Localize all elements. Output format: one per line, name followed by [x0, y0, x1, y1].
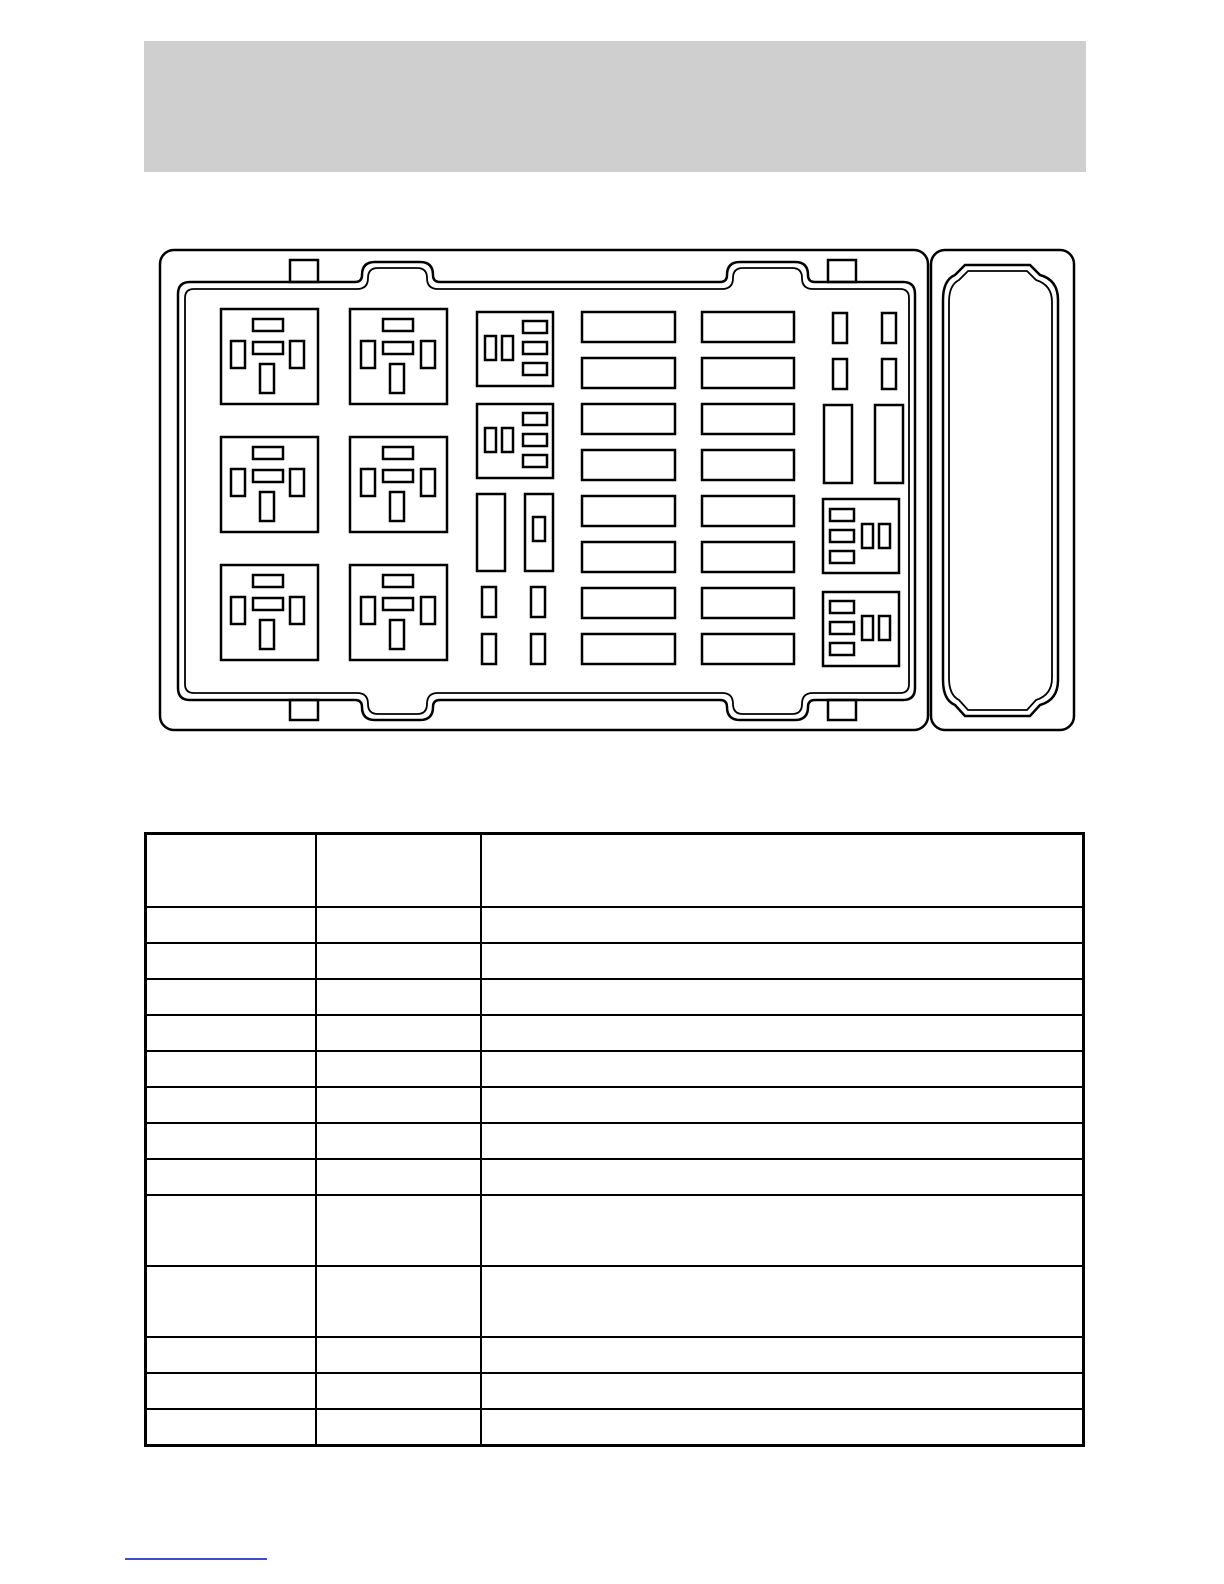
table-cell [481, 1409, 1084, 1446]
table-cell [316, 1337, 481, 1373]
table-cell [146, 1159, 317, 1195]
table-cell [481, 1337, 1084, 1373]
table-cell [481, 1123, 1084, 1159]
mini-fuse [833, 313, 847, 343]
table-cell [146, 1373, 317, 1409]
table-cell [146, 1409, 317, 1446]
relay-5 [221, 565, 318, 660]
table-cell [481, 1195, 1084, 1266]
cartridge-fuse [875, 405, 903, 483]
table-row [146, 1337, 1084, 1373]
table-cell [481, 943, 1084, 979]
table-row [146, 979, 1084, 1015]
mini-fuse [882, 313, 896, 343]
table-cell [316, 1409, 481, 1446]
table-cell [316, 979, 481, 1015]
cartridge-fuse [824, 405, 852, 483]
table-cell [481, 979, 1084, 1015]
relay-1 [221, 309, 318, 404]
table-cell [481, 1266, 1084, 1337]
relay-3 [221, 437, 318, 532]
maxi-fuse-column-right [702, 312, 794, 664]
mini-fuse [531, 587, 545, 617]
footer-link-underline[interactable] [125, 1558, 267, 1560]
mini-relay-3 [823, 499, 899, 573]
table-row [146, 943, 1084, 979]
clip-tab [828, 260, 856, 282]
side-compartment-inner [943, 265, 1058, 716]
table-cell [146, 1266, 317, 1337]
mini-fuse [482, 634, 496, 664]
mini-relay-4 [823, 592, 899, 666]
table-cell [316, 907, 481, 943]
table-cell [316, 1087, 481, 1123]
table-header-row [146, 834, 1084, 908]
mini-fuse [882, 359, 896, 389]
table-row [146, 1087, 1084, 1123]
table-cell [481, 1015, 1084, 1051]
clip-tab [290, 700, 318, 720]
clip-tab [828, 700, 856, 720]
relay-2 [350, 309, 447, 404]
table-row [146, 1266, 1084, 1337]
table-row [146, 1051, 1084, 1087]
table-cell [146, 1051, 317, 1087]
table-cell [146, 1195, 317, 1266]
table-row [146, 1409, 1084, 1446]
mini-fuse [482, 587, 496, 617]
table-cell [146, 1337, 317, 1373]
table-cell [316, 1123, 481, 1159]
fuse-table [144, 832, 1085, 1447]
cartridge-fuse [477, 494, 505, 571]
table-cell [481, 1051, 1084, 1087]
table-row [146, 1195, 1084, 1266]
mini-fuse [531, 634, 545, 664]
table-cell [146, 979, 317, 1015]
header-cell [481, 834, 1084, 908]
table-cell [316, 1159, 481, 1195]
table-cell [481, 1373, 1084, 1409]
clip-tab [290, 260, 318, 282]
table-cell [481, 1087, 1084, 1123]
mini-relay-1 [477, 312, 553, 386]
table-cell [481, 1159, 1084, 1195]
table-cell [146, 1123, 317, 1159]
table-row [146, 1373, 1084, 1409]
relay-6 [350, 565, 447, 660]
table-cell [316, 1266, 481, 1337]
table-row [146, 1123, 1084, 1159]
maxi-fuse-column-left [582, 312, 675, 664]
header-cell [146, 834, 317, 908]
table-row [146, 907, 1084, 943]
table-cell [316, 1373, 481, 1409]
cartridge-fuse-window [533, 517, 545, 541]
table-cell [316, 1051, 481, 1087]
cartridge-fuse [525, 494, 553, 571]
table-cell [146, 1015, 317, 1051]
table-cell [316, 943, 481, 979]
table-cell [146, 943, 317, 979]
mini-fuse [833, 359, 847, 389]
relay-4 [350, 437, 447, 532]
table-row [146, 1159, 1084, 1195]
table-cell [146, 1087, 317, 1123]
table-cell [316, 1015, 481, 1051]
table-cell [316, 1195, 481, 1266]
header-cell [316, 834, 481, 908]
mini-relay-2 [477, 404, 553, 478]
table-cell [146, 907, 317, 943]
table-row [146, 1015, 1084, 1051]
table-cell [481, 907, 1084, 943]
